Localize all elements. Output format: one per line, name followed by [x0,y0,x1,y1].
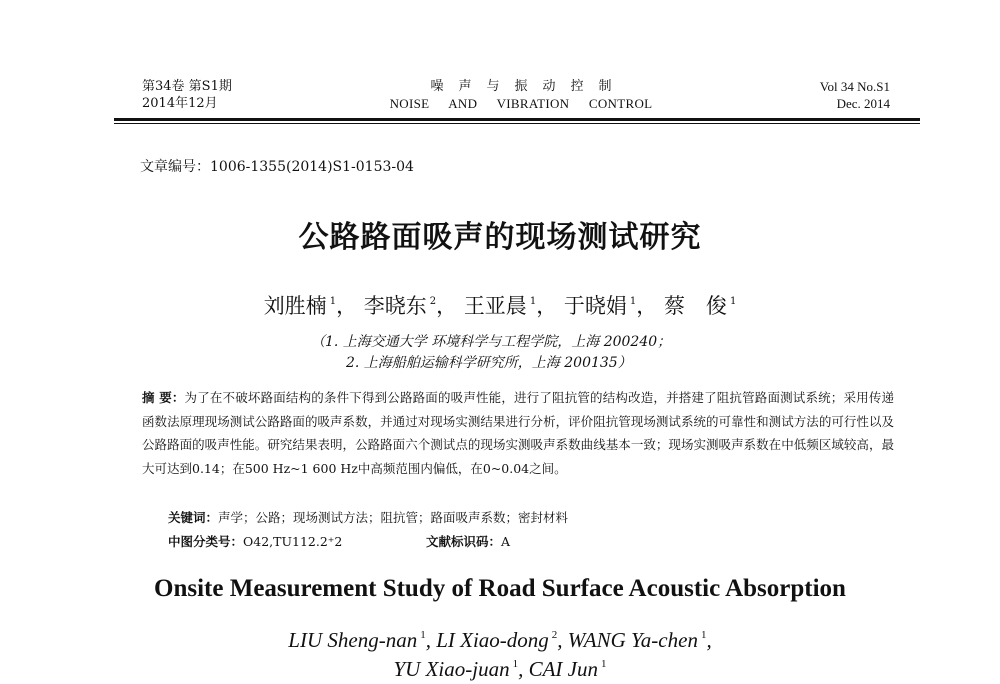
keywords-text: 声学；公路；现场测试方法；阻抗管；路面吸声系数；密封材料 [218,510,569,525]
affiliation-2: 2. 上海船舶运输科学研究所，上海 200135） [346,355,632,371]
author-zh: 于晓娟 [563,294,627,318]
journal-title-zh: 噪声与振动控制 [430,79,627,94]
author-affil-mark: 1 [629,296,637,307]
keywords [168,508,568,526]
publication-date: 2014年12月 [142,96,218,111]
classification [168,532,868,550]
paper-title-en: Onsite Measurement Study of Road Surface Acoustic Absorption [154,575,846,602]
author-affil-mark: 1 [529,296,537,307]
abstract-text: 为了在不破坏路面结构的条件下得到公路路面的吸声性能，进行了阻抗管的结构改造，并搭建了阻抗管路面测试系统；采用传递函数法原理现场测试公路路面的吸声系数，并通过对现场实测结果进行分析，评价阻抗管现场测试系统的可靠性和测试方法的可行性以及公路路面的吸声性能。研究结果表明，公路路面六个测试点的现场实测吸声系数曲线基本一致；现场实测吸声系数在中低频区域较高，最大可达到0.14；在500 Hz~1 600 Hz中高频范围内偏低，在0~0.04之间。 [142,390,894,476]
clc-label: 中图分类号： [168,534,244,549]
document-code-value: A [501,534,511,549]
author-en: YU Xiao-juan [393,657,510,681]
author-en: WANG Ya-chen [567,628,698,652]
volume-issue: 第34卷 第S1期 [142,79,232,94]
journal-volume-info [142,78,232,112]
header-rule-thin [114,123,920,124]
abstract-label: 摘 要： [142,390,185,405]
author-en: CAI Jun [528,657,598,681]
journal-title-en: NOISE AND VIBRATION CONTROL [389,96,653,111]
author-affil-mark: 1 [329,296,337,307]
authors-en-line1: LIU Sheng-nan $^1$, LI Xiao-dong $^2$, WANG Ya-chen $^1$, [288,628,712,652]
authors-en-line2: YU Xiao-juan $^1$, CAI Jun $^1$ [393,657,607,681]
journal-volume-info-en [780,78,890,112]
header-rule-thick [114,118,920,121]
journal-title [360,78,682,112]
author-en: LI Xiao-dong [436,628,549,652]
author-affil-mark: 2 [551,629,558,641]
author-affil-mark: 2 [429,296,437,307]
authors-zh: 刘胜楠 $^1$， 李晓东 $^2$， 王亚晨 $^1$， 于晓娟 $^1$， 蔡 俊 $^1$ [263,294,737,318]
author-en: LIU Sheng-nan [288,628,418,652]
affiliation-1: （1. 上海交通大学 环境科学与工程学院，上海 200240； [311,334,672,350]
abstract [142,386,894,480]
author-affil-mark: 1 [420,629,426,641]
clc-value: O42,TU112.2⁺2 [243,534,343,549]
author-affil-mark: 1 [601,658,607,670]
author-affil-mark: 1 [512,658,519,670]
paper-title-zh: 公路路面吸声的现场测试研究 [298,220,702,255]
volume-issue-en: Vol 34 No.S1 [819,79,890,94]
document-code-label: 文献标识码： [426,534,502,549]
author-zh: 王亚晨 [463,294,527,318]
keywords-label: 关键词： [168,510,219,525]
article-number: 文章编号：1006-1355(2014)S1-0153-04 [140,159,414,175]
author-affil-mark: 1 [729,296,737,307]
author-zh: 刘胜楠 [263,294,327,318]
document-code [426,532,510,550]
author-zh: 李晓东 [363,294,427,318]
publication-date-en: Dec. 2014 [836,96,890,111]
author-zh: 蔡 俊 [663,294,727,318]
author-affil-mark: 1 [700,629,707,641]
